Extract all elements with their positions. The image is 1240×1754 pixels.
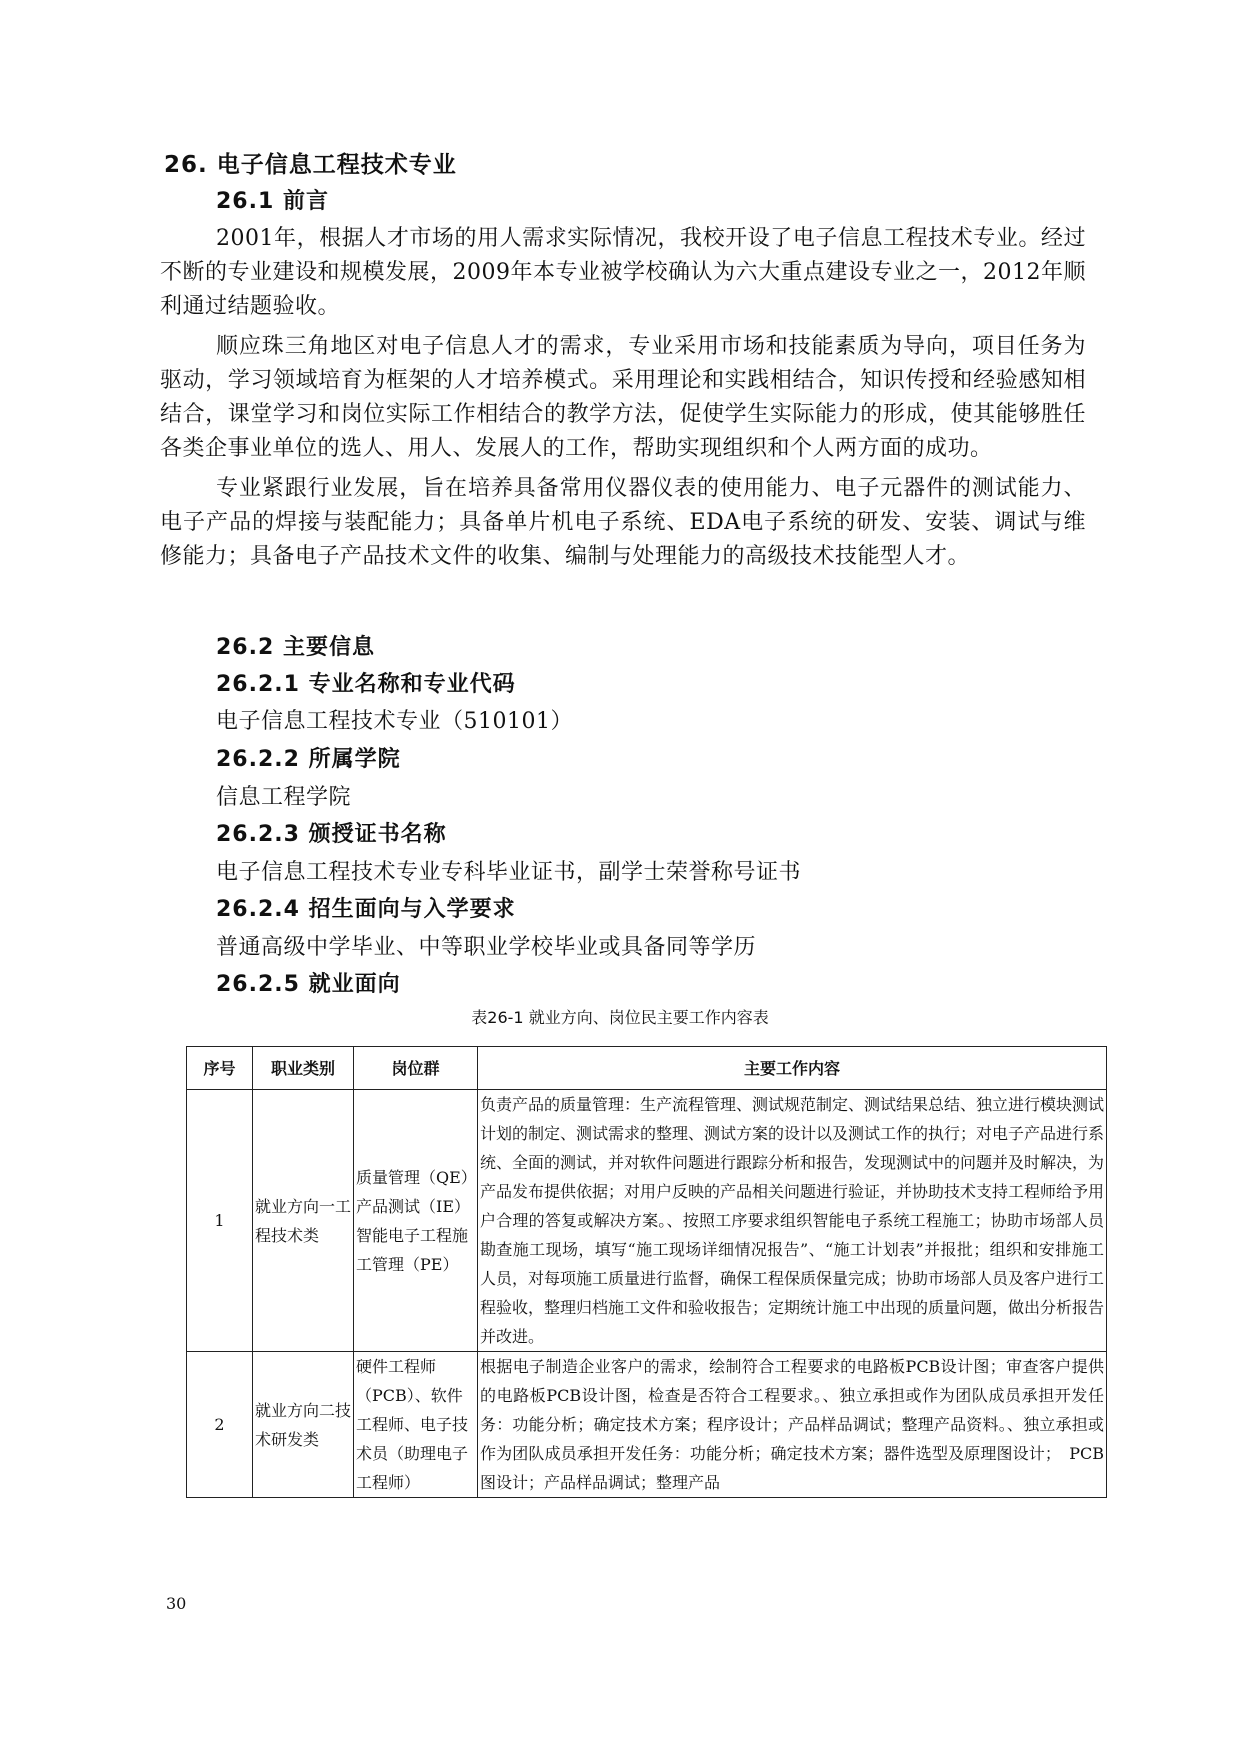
- subsection-heading-preface: 26.1 前言: [216, 189, 329, 214]
- cell-positions: 质量管理（QE）产品测试（IE）智能电子工程施工管理（PE）: [354, 1090, 478, 1352]
- major-name-code-value: 电子信息工程技术专业（510101）: [216, 709, 573, 734]
- header-no: 序号: [187, 1047, 253, 1090]
- heading-employment: 26.2.5 就业面向: [216, 972, 401, 997]
- header-category: 职业类别: [253, 1047, 354, 1090]
- subsection-heading-main-info: 26.2 主要信息: [216, 635, 375, 660]
- section-heading: 26. 电子信息工程技术专业: [164, 152, 457, 178]
- enrollment-value: 普通高级中学毕业、中等职业学校毕业或具备同等学历: [216, 935, 757, 960]
- table-caption: 表26-1 就业方向、岗位民主要工作内容表: [471, 1008, 769, 1027]
- cell-no: 1: [187, 1090, 253, 1352]
- heading-major-name-code: 26.2.1 专业名称和专业代码: [216, 672, 516, 697]
- college-value: 信息工程学院: [216, 785, 352, 810]
- certificate-value: 电子信息工程技术专业专科毕业证书，副学士荣誉称号证书: [216, 860, 802, 885]
- paragraph: 专业紧跟行业发展，旨在培养具备常用仪器仪表的使用能力、电子元器件的测试能力、电子产品的焊接与装配能力；具备单片机电子系统、EDA电子系统的研发、安装、调试与维修能力；具备电子产品技术文件的收集、编制与处理能力的高级技术技能型人才。: [160, 476, 1086, 569]
- cell-positions: 硬件工程师（PCB）、软件工程师、电子技术员（助理电子工程师）: [354, 1352, 478, 1498]
- header-positions: 岗位群: [354, 1047, 478, 1090]
- employment-table: [186, 1046, 1107, 1498]
- heading-enrollment: 26.2.4 招生面向与入学要求: [216, 897, 516, 922]
- header-content: 主要工作内容: [478, 1047, 1107, 1090]
- table-row: [187, 1352, 1107, 1498]
- table-header-row: [187, 1047, 1107, 1090]
- table-row: [187, 1090, 1107, 1352]
- page-number: 30: [166, 1594, 187, 1613]
- cell-content: 根据电子制造企业客户的需求，绘制符合工程要求的电路板PCB设计图；审查客户提供的电路板PCB设计图，检查是否符合工程要求。、独立承担或作为团队成员承担开发任务：功能分析；确定技术方案；程序设计；产品样品调试；整理产品资料。、独立承担或作为团队成员承担开发任务：功能分析；确定技术方案；器件选型及原理图设计； PCB图设计；产品样品调试；整理产品: [478, 1352, 1107, 1498]
- heading-college: 26.2.2 所属学院: [216, 747, 401, 772]
- cell-no: 2: [187, 1352, 253, 1498]
- paragraph: 2001年，根据人才市场的用人需求实际情况，我校开设了电子信息工程技术专业。经过不断的专业建设和规模发展，2009年本专业被学校确认为六大重点建设专业之一，2012年顺利通过结题验收。: [160, 226, 1086, 319]
- cell-category: 就业方向二技术研发类: [253, 1352, 354, 1498]
- cell-content: 负责产品的质量管理：生产流程管理、测试规范制定、测试结果总结、独立进行模块测试计划的制定、测试需求的整理、测试方案的设计以及测试工作的执行；对电子产品进行系统、全面的测试，并对软件问题进行跟踪分析和报告，发现测试中的问题并及时解决，为产品发布提供依据；对用户反映的产品相关问题进行验证，并协助技术支持工程师给予用户合理的答复或解决方案。、按照工序要求组织智能电子系统工程施工；协助市场部人员勘查施工现场，填写“施工现场详细情况报告”、“施工计划表”并报批；组织和安排施工人员，对每项施工质量进行监督，确保工程保质保量完成；协助市场部人员及客户进行工程验收，整理归档施工文件和验收报告；定期统计施工中出现的质量问题，做出分析报告并改进。: [478, 1090, 1107, 1352]
- preface-text: [160, 222, 1086, 574]
- cell-category: 就业方向一工程技术类: [253, 1090, 354, 1352]
- paragraph: 顺应珠三角地区对电子信息人才的需求，专业采用市场和技能素质为导向，项目任务为驱动，学习领域培育为框架的人才培养模式。采用理论和实践相结合，知识传授和经验感知相结合，课堂学习和岗位实际工作相结合的教学方法，促使学生实际能力的形成，使其能够胜任各类企事业单位的选人、用人、发展人的工作，帮助实现组织和个人两方面的成功。: [160, 334, 1086, 461]
- heading-certificate: 26.2.3 颁授证书名称: [216, 822, 447, 847]
